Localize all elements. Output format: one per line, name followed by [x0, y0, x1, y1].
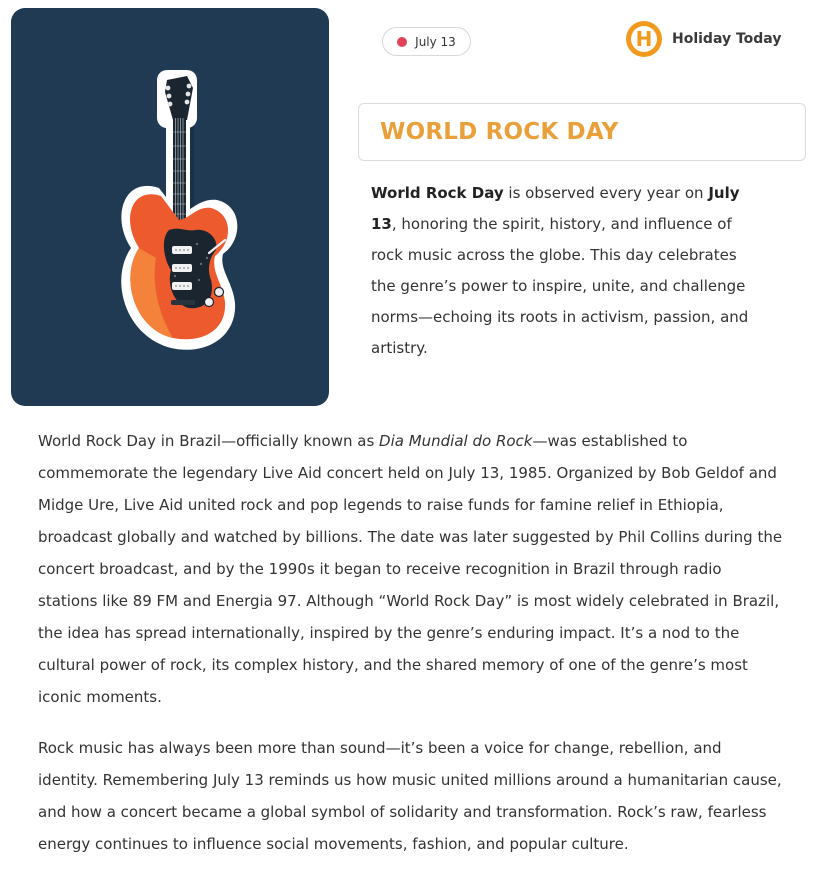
- paragraph-1-part-1: World Rock Day in Brazil—officially known as: [38, 432, 380, 450]
- intro-holiday-name: World Rock Day: [371, 184, 504, 202]
- paragraph-1: [38, 425, 783, 713]
- intro-text: [371, 178, 766, 364]
- logo-letter: H: [631, 26, 657, 52]
- holiday-logo-icon: [626, 21, 662, 57]
- brand-logo-link[interactable]: [626, 20, 781, 58]
- paragraph-2: Rock music has always been more than sound—it’s been a voice for change, rebellion, and identity. Remembering July 13 reminds us how music united millions around a humanitarian cause, and how a concert became a global symbol of solidarity and transformation. Rock’s raw, fearless energy continues to influence social movements, fashion, and popular culture.: [38, 739, 782, 853]
- paragraph-1-italic: Dia Mundial do Rock: [379, 432, 533, 450]
- date-badge-label: July 13: [415, 34, 456, 49]
- hero-image-card: [11, 8, 329, 406]
- date-badge: [382, 27, 471, 56]
- page-title: WORLD ROCK DAY: [380, 119, 619, 145]
- brand-name: Holiday Today: [672, 31, 782, 47]
- intro-text-2: , honoring the spirit, history, and influence of rock music across the globe. This day celebrates the genre’s power to inspire, unite, and challenge norms—echoing its roots in activism, passion, and artistry.: [371, 215, 749, 357]
- intro-text-1: is observed every year on: [503, 184, 709, 202]
- intro-paragraph: [371, 178, 766, 364]
- date-dot-icon: [397, 37, 407, 47]
- electric-guitar-icon: [11, 8, 329, 406]
- article-body: [38, 425, 783, 879]
- paragraph-1-part-2: —was established to commemorate the legendary Live Aid concert held on July 13, 1985. Organized by Bob Geldof and Midge Ure, Live Aid united rock and pop legends to raise funds for famine relief in Ethiopia, broadcast globally and watched by billions. The date was later suggested by Phil Collins during the concert broadcast, and by the 1990s it began to receive recognition in Brazil through radio stations like 89 FM and Energia 97. Although “World Rock Day” is most widely celebrated in Brazil, the idea has spread internationally, inspired by the genre’s enduring impact. It’s a nod to the cultural power of rock, its complex history, and the shared memory of one of the genre’s most iconic moments.: [38, 432, 783, 706]
- title-box: [358, 103, 806, 161]
- intro-date: July 13: [371, 184, 740, 233]
